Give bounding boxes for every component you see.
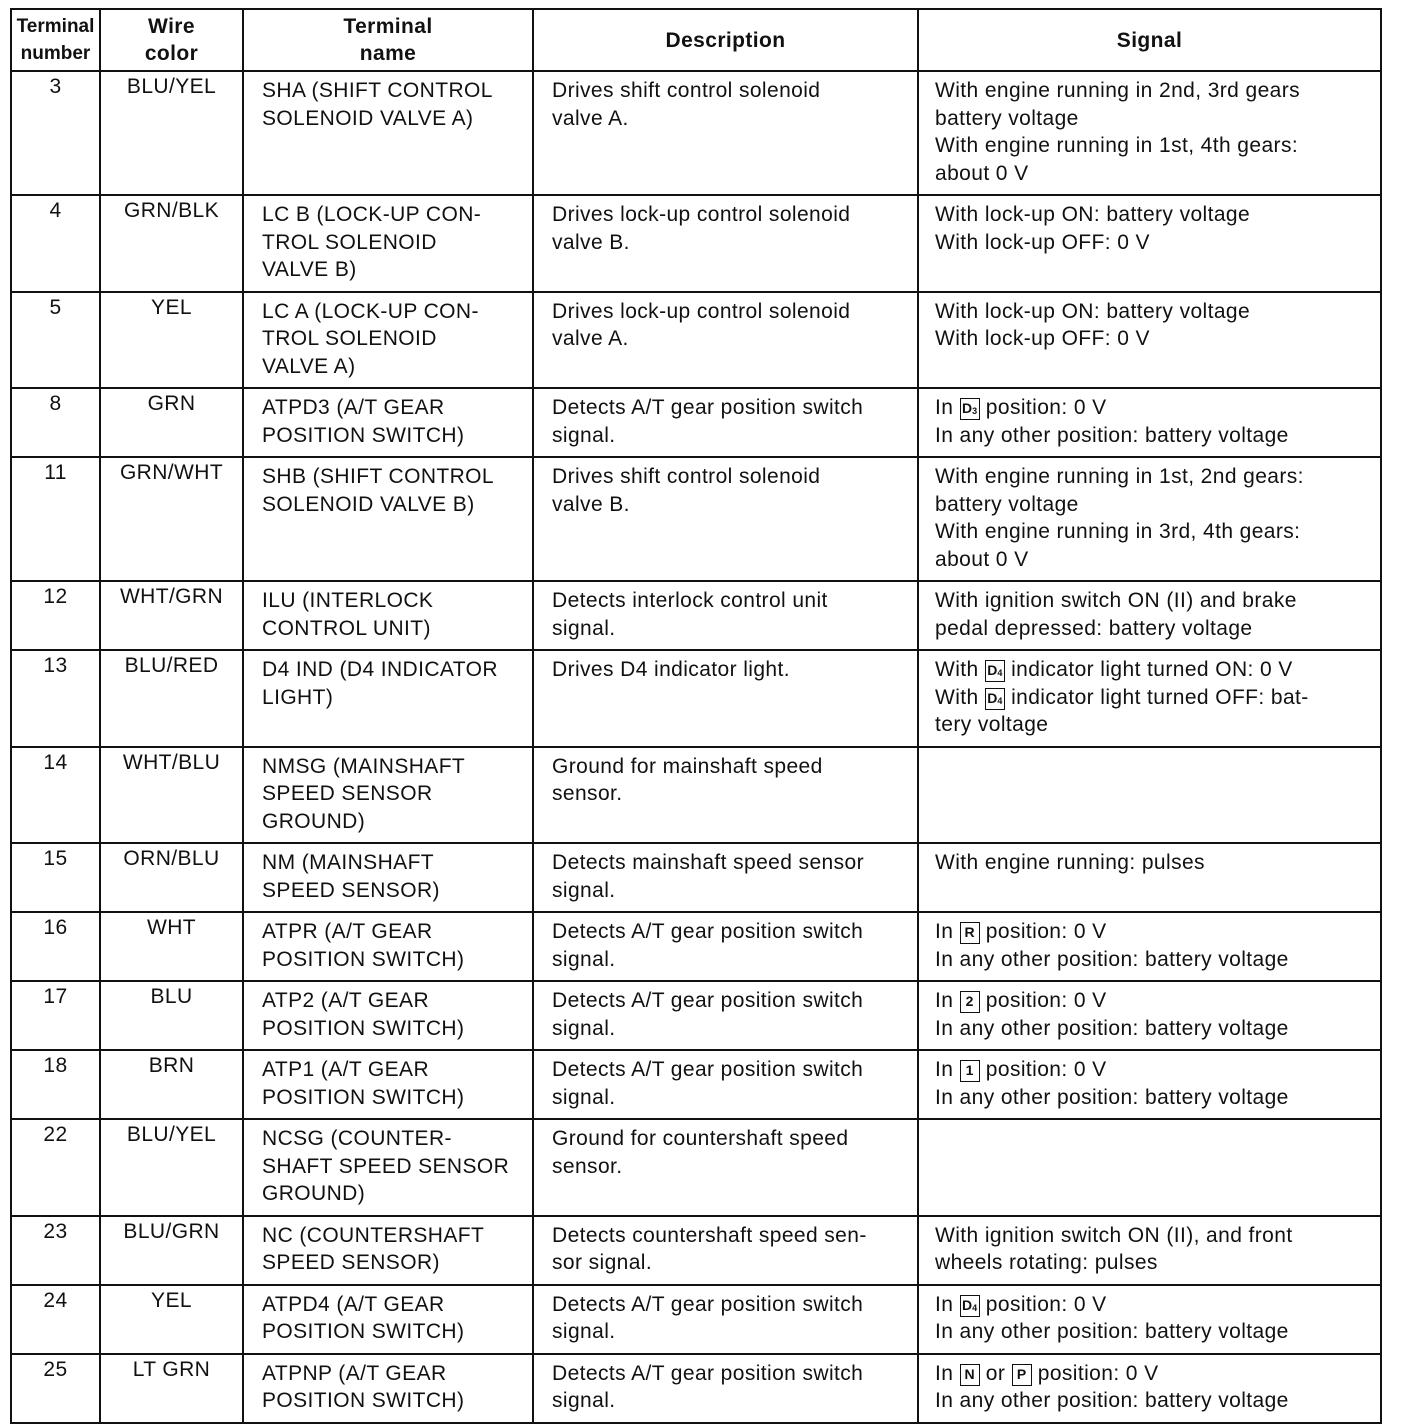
signal-line: wheels rotating: pulses	[935, 1251, 1158, 1274]
signal-cell	[918, 1050, 1381, 1119]
signal-cell	[918, 581, 1381, 650]
description-line: Detects A/T gear position switch	[552, 1361, 864, 1385]
signal-line	[935, 918, 1372, 946]
terminal-name-line: SOLENOID VALVE B)	[262, 492, 475, 516]
description-line: Detects A/T gear position switch	[552, 396, 864, 419]
text-fragment: indicator light turned OFF: bat-	[1004, 685, 1309, 709]
header-signal: Signal	[918, 9, 1381, 71]
signal-cell	[918, 1216, 1381, 1285]
wire-color-cell: GRN/WHT	[100, 457, 243, 581]
wire-color-cell: BRN	[100, 1050, 243, 1119]
signal-line: With engine running: pulses	[935, 851, 1205, 874]
terminal-name-line: LC A (LOCK-UP CON-	[262, 299, 479, 323]
terminal-name-line: NMSG (MAINSHAFT	[262, 754, 466, 778]
gear-subscript: 4	[997, 668, 1003, 678]
signal-line: pedal depressed: battery voltage	[935, 616, 1253, 640]
terminal-name-line: TROL SOLENOID	[262, 230, 437, 254]
description-cell	[533, 1119, 918, 1216]
terminal-name-line: SPEED SENSOR)	[262, 1251, 440, 1274]
description-line: Detects countershaft speed sen-	[552, 1223, 867, 1247]
table-row	[11, 747, 1381, 844]
wire-color-cell: WHT/BLU	[100, 747, 243, 844]
signal-line: With engine running in 1st, 4th gears:	[935, 134, 1299, 157]
description-line: sor signal.	[552, 1251, 653, 1274]
text-fragment: position: 0 V	[979, 989, 1107, 1012]
gear-position-symbol	[1012, 1364, 1032, 1386]
terminal-name-cell	[243, 71, 533, 195]
description-line: sensor.	[552, 782, 623, 805]
gear-position-symbol	[960, 991, 980, 1013]
signal-cell	[918, 457, 1381, 581]
description-line: valve A.	[552, 327, 629, 350]
table-row	[11, 388, 1381, 457]
description-line: sensor.	[552, 1154, 623, 1178]
description-cell	[533, 1354, 918, 1423]
gear-subscript: 3	[972, 406, 978, 416]
table-row	[11, 912, 1381, 981]
terminal-name-line: CONTROL UNIT)	[262, 616, 431, 640]
signal-cell	[918, 747, 1381, 844]
terminal-name-line: POSITION SWITCH)	[262, 1085, 465, 1109]
terminal-name-line: POSITION SWITCH)	[262, 1389, 465, 1412]
terminal-name-cell	[243, 1119, 533, 1216]
terminal-number-cell: 4	[11, 195, 100, 292]
terminal-name-line: ATP1 (A/T GEAR	[262, 1058, 430, 1081]
gear-position-symbol	[985, 688, 1005, 710]
description-cell	[533, 912, 918, 981]
text-fragment: With	[935, 685, 985, 709]
gear-position-symbol	[960, 1295, 980, 1317]
gear-letter: 1	[965, 1062, 974, 1078]
signal-line: With lock-up ON: battery voltage	[935, 203, 1251, 226]
table-row	[11, 581, 1381, 650]
table-row	[11, 1285, 1381, 1354]
description-line: Detects A/T gear position switch	[552, 1058, 864, 1081]
terminal-name-line: ATPNP (A/T GEAR	[262, 1361, 447, 1385]
gear-position-symbol	[960, 398, 980, 420]
terminal-number-cell: 25	[11, 1354, 100, 1423]
signal-line	[935, 1056, 1372, 1084]
terminal-name-line: SHAFT SPEED SENSOR	[262, 1154, 510, 1178]
table-row	[11, 843, 1381, 912]
description-cell	[533, 388, 918, 457]
terminal-name-line: LIGHT)	[262, 685, 334, 709]
header-terminal-name: Terminal name	[243, 9, 533, 71]
terminal-name-line: POSITION SWITCH)	[262, 947, 465, 971]
signal-cell	[918, 981, 1381, 1050]
terminal-name-cell	[243, 1285, 533, 1354]
text-fragment: position: 0 V	[979, 1292, 1107, 1316]
signal-line: With engine running in 1st, 2nd gears:	[935, 465, 1304, 488]
signal-line: With engine running in 2nd, 3rd gears	[935, 79, 1301, 102]
terminal-name-line: NC (COUNTERSHAFT	[262, 1223, 485, 1247]
description-line: Detects mainshaft speed sensor	[552, 851, 864, 874]
gear-position-symbol	[960, 922, 980, 944]
description-line: Detects interlock control unit	[552, 589, 828, 612]
signal-cell	[918, 1354, 1381, 1423]
gear-position-symbol	[985, 660, 1005, 682]
terminal-name-line: NM (MAINSHAFT	[262, 851, 435, 874]
wire-color-cell: BLU/RED	[100, 650, 243, 747]
header-row	[11, 9, 1381, 71]
gear-letter: D	[961, 400, 973, 416]
signal-cell	[918, 912, 1381, 981]
wire-color-cell: LT GRN	[100, 1354, 243, 1423]
signal-line: With lock-up OFF: 0 V	[935, 230, 1150, 254]
table-row	[11, 1354, 1381, 1423]
text-fragment: In	[935, 1058, 960, 1081]
description-line: signal.	[552, 616, 616, 640]
description-line: Detects A/T gear position switch	[552, 1292, 864, 1316]
terminal-name-cell	[243, 912, 533, 981]
terminal-number-cell: 12	[11, 581, 100, 650]
terminal-number-cell: 24	[11, 1285, 100, 1354]
signal-cell	[918, 1119, 1381, 1216]
terminal-name-line: ATPD4 (A/T GEAR	[262, 1292, 445, 1316]
wire-color-cell: BLU	[100, 981, 243, 1050]
signal-line: With engine running in 3rd, 4th gears:	[935, 520, 1301, 543]
signal-line: about 0 V	[935, 547, 1029, 571]
description-cell	[533, 457, 918, 581]
gear-subscript: 4	[997, 695, 1003, 706]
description-line: Drives lock-up control solenoid	[552, 203, 851, 226]
terminal-name-line: POSITION SWITCH)	[262, 423, 465, 447]
description-cell	[533, 650, 918, 747]
text-fragment: position: 0 V	[979, 920, 1107, 943]
description-cell	[533, 71, 918, 195]
gear-position-symbol	[960, 1364, 980, 1386]
terminal-name-line: TROL SOLENOID	[262, 327, 437, 350]
terminal-name-line: VALVE A)	[262, 354, 356, 378]
header-wire-color: Wire color	[100, 9, 243, 71]
table-row	[11, 981, 1381, 1050]
description-cell	[533, 1050, 918, 1119]
signal-line: tery voltage	[935, 713, 1049, 736]
wire-color-cell: YEL	[100, 292, 243, 389]
signal-line	[935, 684, 1372, 712]
description-line: Drives D4 indicator light.	[552, 658, 790, 681]
terminal-name-line: POSITION SWITCH)	[262, 1016, 465, 1040]
description-line: signal.	[552, 1016, 616, 1040]
terminal-number-cell: 15	[11, 843, 100, 912]
gear-letter: N	[964, 1365, 975, 1382]
description-line: valve B.	[552, 230, 630, 254]
terminal-name-line: NCSG (COUNTER-	[262, 1127, 452, 1150]
text-fragment: position: 0 V	[979, 1058, 1107, 1081]
terminal-name-line: ATP2 (A/T GEAR	[262, 989, 430, 1012]
terminal-name-cell	[243, 457, 533, 581]
terminal-name-line: ATPD3 (A/T GEAR	[262, 396, 445, 419]
table-row	[11, 1050, 1381, 1119]
description-line: signal.	[552, 423, 616, 447]
signal-cell	[918, 650, 1381, 747]
terminal-number-cell: 17	[11, 981, 100, 1050]
terminal-name-line: POSITION SWITCH)	[262, 1320, 465, 1343]
text-fragment: With	[935, 658, 985, 681]
text-fragment: In	[935, 989, 960, 1012]
terminal-name-line: SPEED SENSOR	[262, 782, 433, 805]
wire-color-cell: BLU/YEL	[100, 71, 243, 195]
signal-line	[935, 1291, 1372, 1319]
wire-color-cell: BLU/YEL	[100, 1119, 243, 1216]
description-cell	[533, 747, 918, 844]
text-fragment: In	[935, 396, 960, 419]
terminal-name-line: ILU (INTERLOCK	[262, 589, 434, 612]
signal-cell	[918, 292, 1381, 389]
description-cell	[533, 1285, 918, 1354]
terminal-number-cell: 23	[11, 1216, 100, 1285]
terminal-name-cell	[243, 292, 533, 389]
text-fragment: or	[979, 1361, 1012, 1385]
wire-color-cell: BLU/GRN	[100, 1216, 243, 1285]
terminal-name-cell	[243, 581, 533, 650]
terminal-number-cell: 14	[11, 747, 100, 844]
description-cell	[533, 195, 918, 292]
terminal-name-cell	[243, 388, 533, 457]
terminal-number-cell: 11	[11, 457, 100, 581]
text-fragment: position: 0 V	[979, 396, 1107, 419]
terminal-name-cell	[243, 747, 533, 844]
signal-line	[935, 394, 1372, 422]
wire-color-cell: ORN/BLU	[100, 843, 243, 912]
terminal-number-cell: 18	[11, 1050, 100, 1119]
description-line: signal.	[552, 947, 616, 971]
table-row	[11, 1119, 1381, 1216]
terminal-name-line: SHA (SHIFT CONTROL	[262, 79, 493, 102]
terminal-name-cell	[243, 843, 533, 912]
terminal-table	[10, 8, 1382, 1424]
table-row	[11, 71, 1381, 195]
terminal-name-line: SPEED SENSOR)	[262, 878, 440, 902]
text-fragment: In	[935, 1361, 960, 1385]
signal-cell	[918, 71, 1381, 195]
gear-letter: D	[987, 689, 998, 706]
table-row	[11, 1216, 1381, 1285]
description-line: valve A.	[552, 106, 629, 130]
terminal-name-cell	[243, 1354, 533, 1423]
signal-line: In any other position: battery voltage	[935, 423, 1289, 447]
wire-color-cell: YEL	[100, 1285, 243, 1354]
description-line: signal.	[552, 1389, 616, 1412]
signal-line	[935, 656, 1372, 684]
wire-color-cell: GRN/BLK	[100, 195, 243, 292]
description-line: Detects A/T gear position switch	[552, 920, 864, 943]
description-cell	[533, 581, 918, 650]
signal-line: With lock-up OFF: 0 V	[935, 327, 1150, 350]
description-line: Drives shift control solenoid	[552, 79, 821, 102]
terminal-name-line: GROUND)	[262, 1182, 366, 1205]
signal-line	[935, 987, 1372, 1015]
description-line: valve B.	[552, 492, 630, 516]
signal-line: In any other position: battery voltage	[935, 1320, 1289, 1343]
description-cell	[533, 843, 918, 912]
signal-line	[935, 1360, 1372, 1388]
terminal-name-line: SHB (SHIFT CONTROL	[262, 465, 494, 488]
signal-line: about 0 V	[935, 161, 1029, 185]
gear-position-symbol	[960, 1060, 980, 1082]
text-fragment: indicator light turned ON: 0 V	[1004, 658, 1293, 681]
terminal-name-cell	[243, 650, 533, 747]
description-cell	[533, 981, 918, 1050]
description-line: Detects A/T gear position switch	[552, 989, 864, 1012]
terminal-number-cell: 16	[11, 912, 100, 981]
description-line: signal.	[552, 1320, 616, 1343]
gear-letter: 2	[965, 993, 974, 1009]
wire-color-cell: WHT/GRN	[100, 581, 243, 650]
signal-cell	[918, 388, 1381, 457]
terminal-name-line: LC B (LOCK-UP CON-	[262, 203, 482, 226]
gear-letter: P	[1016, 1365, 1027, 1382]
signal-line: battery voltage	[935, 492, 1079, 516]
terminal-name-cell	[243, 981, 533, 1050]
description-line: signal.	[552, 1085, 616, 1109]
gear-subscript: 4	[972, 1302, 978, 1313]
terminal-name-line: D4 IND (D4 INDICATOR	[262, 658, 498, 681]
terminal-name-cell	[243, 1050, 533, 1119]
terminal-name-line: VALVE B)	[262, 258, 357, 281]
gear-letter: R	[964, 924, 975, 940]
description-line: Ground for mainshaft speed	[552, 754, 823, 778]
wire-color-cell: WHT	[100, 912, 243, 981]
signal-cell	[918, 1285, 1381, 1354]
text-fragment: position: 0 V	[1031, 1361, 1159, 1385]
description-line: Ground for countershaft speed	[552, 1127, 849, 1150]
terminal-number-cell: 8	[11, 388, 100, 457]
signal-line: In any other position: battery voltage	[935, 1389, 1289, 1412]
terminal-table-sheet	[10, 8, 1380, 1424]
description-line: Drives shift control solenoid	[552, 465, 821, 488]
wire-color-cell: GRN	[100, 388, 243, 457]
signal-line: In any other position: battery voltage	[935, 1085, 1289, 1109]
terminal-name-cell	[243, 1216, 533, 1285]
terminal-name-line: ATPR (A/T GEAR	[262, 920, 433, 943]
signal-line: With ignition switch ON (II), and front	[935, 1223, 1293, 1247]
terminal-number-cell: 13	[11, 650, 100, 747]
text-fragment: In	[935, 1292, 960, 1316]
table-row	[11, 195, 1381, 292]
description-line: Drives lock-up control solenoid	[552, 299, 851, 323]
header-description: Description	[533, 9, 918, 71]
signal-line: battery voltage	[935, 106, 1079, 130]
table-row	[11, 650, 1381, 747]
terminal-number-cell: 22	[11, 1119, 100, 1216]
signal-line: In any other position: battery voltage	[935, 947, 1289, 971]
signal-cell	[918, 843, 1381, 912]
header-terminal-number: Terminal number	[11, 9, 100, 71]
terminal-number-cell: 3	[11, 71, 100, 195]
signal-line: With lock-up ON: battery voltage	[935, 299, 1251, 323]
table-row	[11, 457, 1381, 581]
description-cell	[533, 1216, 918, 1285]
signal-line: With ignition switch ON (II) and brake	[935, 589, 1297, 612]
signal-line: In any other position: battery voltage	[935, 1016, 1289, 1040]
table-row	[11, 292, 1381, 389]
gear-letter: D	[961, 1296, 973, 1313]
description-cell	[533, 292, 918, 389]
terminal-number-cell: 5	[11, 292, 100, 389]
terminal-name-cell	[243, 195, 533, 292]
terminal-name-line: GROUND)	[262, 809, 366, 833]
gear-letter: D	[987, 662, 998, 678]
terminal-name-line: SOLENOID VALVE A)	[262, 106, 474, 130]
text-fragment: In	[935, 920, 960, 943]
description-line: signal.	[552, 878, 616, 902]
signal-cell	[918, 195, 1381, 292]
